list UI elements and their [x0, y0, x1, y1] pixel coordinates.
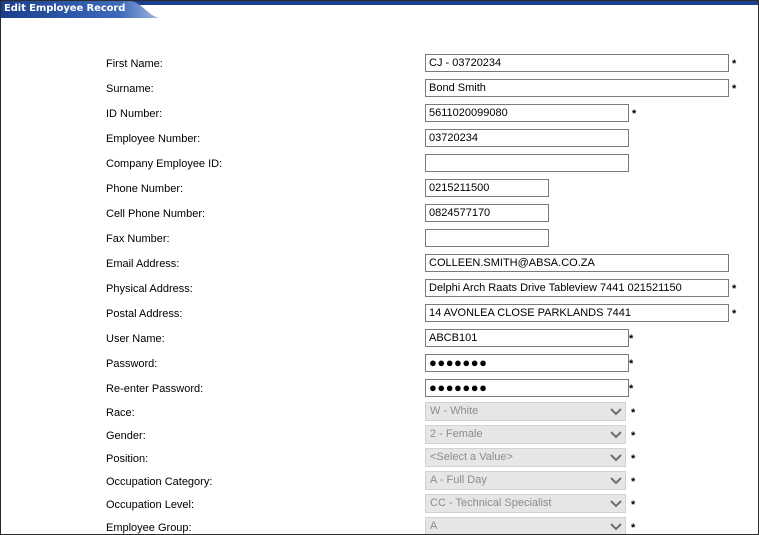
surname-label: Surname:: [106, 83, 154, 95]
postal-address-input[interactable]: 14 AVONLEA CLOSE PARKLANDS 7441: [425, 304, 729, 322]
race-select[interactable]: [425, 402, 626, 421]
surname-input[interactable]: Bond Smith: [425, 79, 729, 97]
chevron-down-icon[interactable]: [609, 473, 623, 488]
postal-address-required-marker: *: [732, 308, 737, 320]
phone-number-label: Phone Number:: [106, 183, 184, 195]
race-label: Race:: [106, 407, 135, 419]
physical-address-label: Physical Address:: [106, 283, 193, 295]
occupation-category-label: Occupation Category:: [106, 476, 213, 488]
user-name-input[interactable]: ABCB101: [425, 329, 629, 347]
password-required-marker: *: [629, 358, 634, 370]
physical-address-input[interactable]: Delphi Arch Raats Drive Tableview 7441 021521150: [425, 279, 729, 297]
chevron-down-icon[interactable]: [609, 519, 623, 534]
first-name-required-marker: *: [732, 58, 737, 70]
chevron-down-icon[interactable]: [609, 404, 623, 419]
employee-number-label: Employee Number:: [106, 133, 201, 145]
employee-group-select[interactable]: [425, 517, 626, 535]
employee-group-select-value: A: [430, 520, 438, 532]
gender-select-value: 2 - Female: [430, 428, 483, 440]
employee-group-label: Employee Group:: [106, 522, 192, 534]
email-address-input[interactable]: COLLEEN.SMITH@ABSA.CO.ZA: [425, 254, 729, 272]
race-required-marker: *: [631, 407, 636, 419]
id-number-input[interactable]: 5611020099080: [425, 104, 629, 122]
position-select[interactable]: [425, 448, 626, 467]
email-address-label: Email Address:: [106, 258, 180, 270]
gender-required-marker: *: [631, 430, 636, 442]
reenter-password-label: Re-enter Password:: [106, 383, 204, 395]
reenter-password-required-marker: *: [629, 383, 634, 395]
occupation-category-select-value: A - Full Day: [430, 474, 487, 486]
postal-address-label: Postal Address:: [106, 308, 183, 320]
occupation-level-label: Occupation Level:: [106, 499, 195, 511]
occupation-level-select-value: CC - Technical Specialist: [430, 497, 552, 509]
company-employee-id-label: Company Employee ID:: [106, 158, 223, 170]
occupation-level-select[interactable]: [425, 494, 626, 513]
position-label: Position:: [106, 453, 149, 465]
physical-address-required-marker: *: [732, 283, 737, 295]
position-required-marker: *: [631, 453, 636, 465]
surname-required-marker: *: [732, 83, 737, 95]
user-name-label: User Name:: [106, 333, 165, 345]
race-select-value: W - White: [430, 405, 479, 417]
user-name-required-marker: *: [629, 333, 634, 345]
password-label: Password:: [106, 358, 158, 370]
occupation-level-required-marker: *: [631, 499, 636, 511]
cell-phone-number-label: Cell Phone Number:: [106, 208, 206, 220]
id-number-label: ID Number:: [106, 108, 163, 120]
first-name-label: First Name:: [106, 58, 163, 70]
id-number-required-marker: *: [632, 108, 637, 120]
title-bar: [1, 1, 758, 21]
password-input[interactable]: ●●●●●●●: [425, 354, 629, 372]
chevron-down-icon[interactable]: [609, 427, 623, 442]
employee-number-input[interactable]: 03720234: [425, 129, 629, 147]
position-select-value: <Select a Value>: [430, 451, 513, 463]
chevron-down-icon[interactable]: [609, 450, 623, 465]
phone-number-input[interactable]: 0215211500: [425, 179, 549, 197]
occupation-category-select[interactable]: [425, 471, 626, 490]
fax-number-label: Fax Number:: [106, 233, 170, 245]
reenter-password-input[interactable]: ●●●●●●●: [425, 379, 629, 397]
cell-phone-number-input[interactable]: 0824577170: [425, 204, 549, 222]
chevron-down-icon[interactable]: [609, 496, 623, 511]
gender-label: Gender:: [106, 430, 146, 442]
window-title: Edit Employee Record: [4, 3, 126, 14]
gender-select[interactable]: [425, 425, 626, 444]
fax-number-input[interactable]: [425, 229, 549, 247]
company-employee-id-input[interactable]: [425, 154, 629, 172]
occupation-category-required-marker: *: [631, 476, 636, 488]
first-name-input[interactable]: CJ - 03720234: [425, 54, 729, 72]
employee-group-required-marker: *: [631, 522, 636, 534]
